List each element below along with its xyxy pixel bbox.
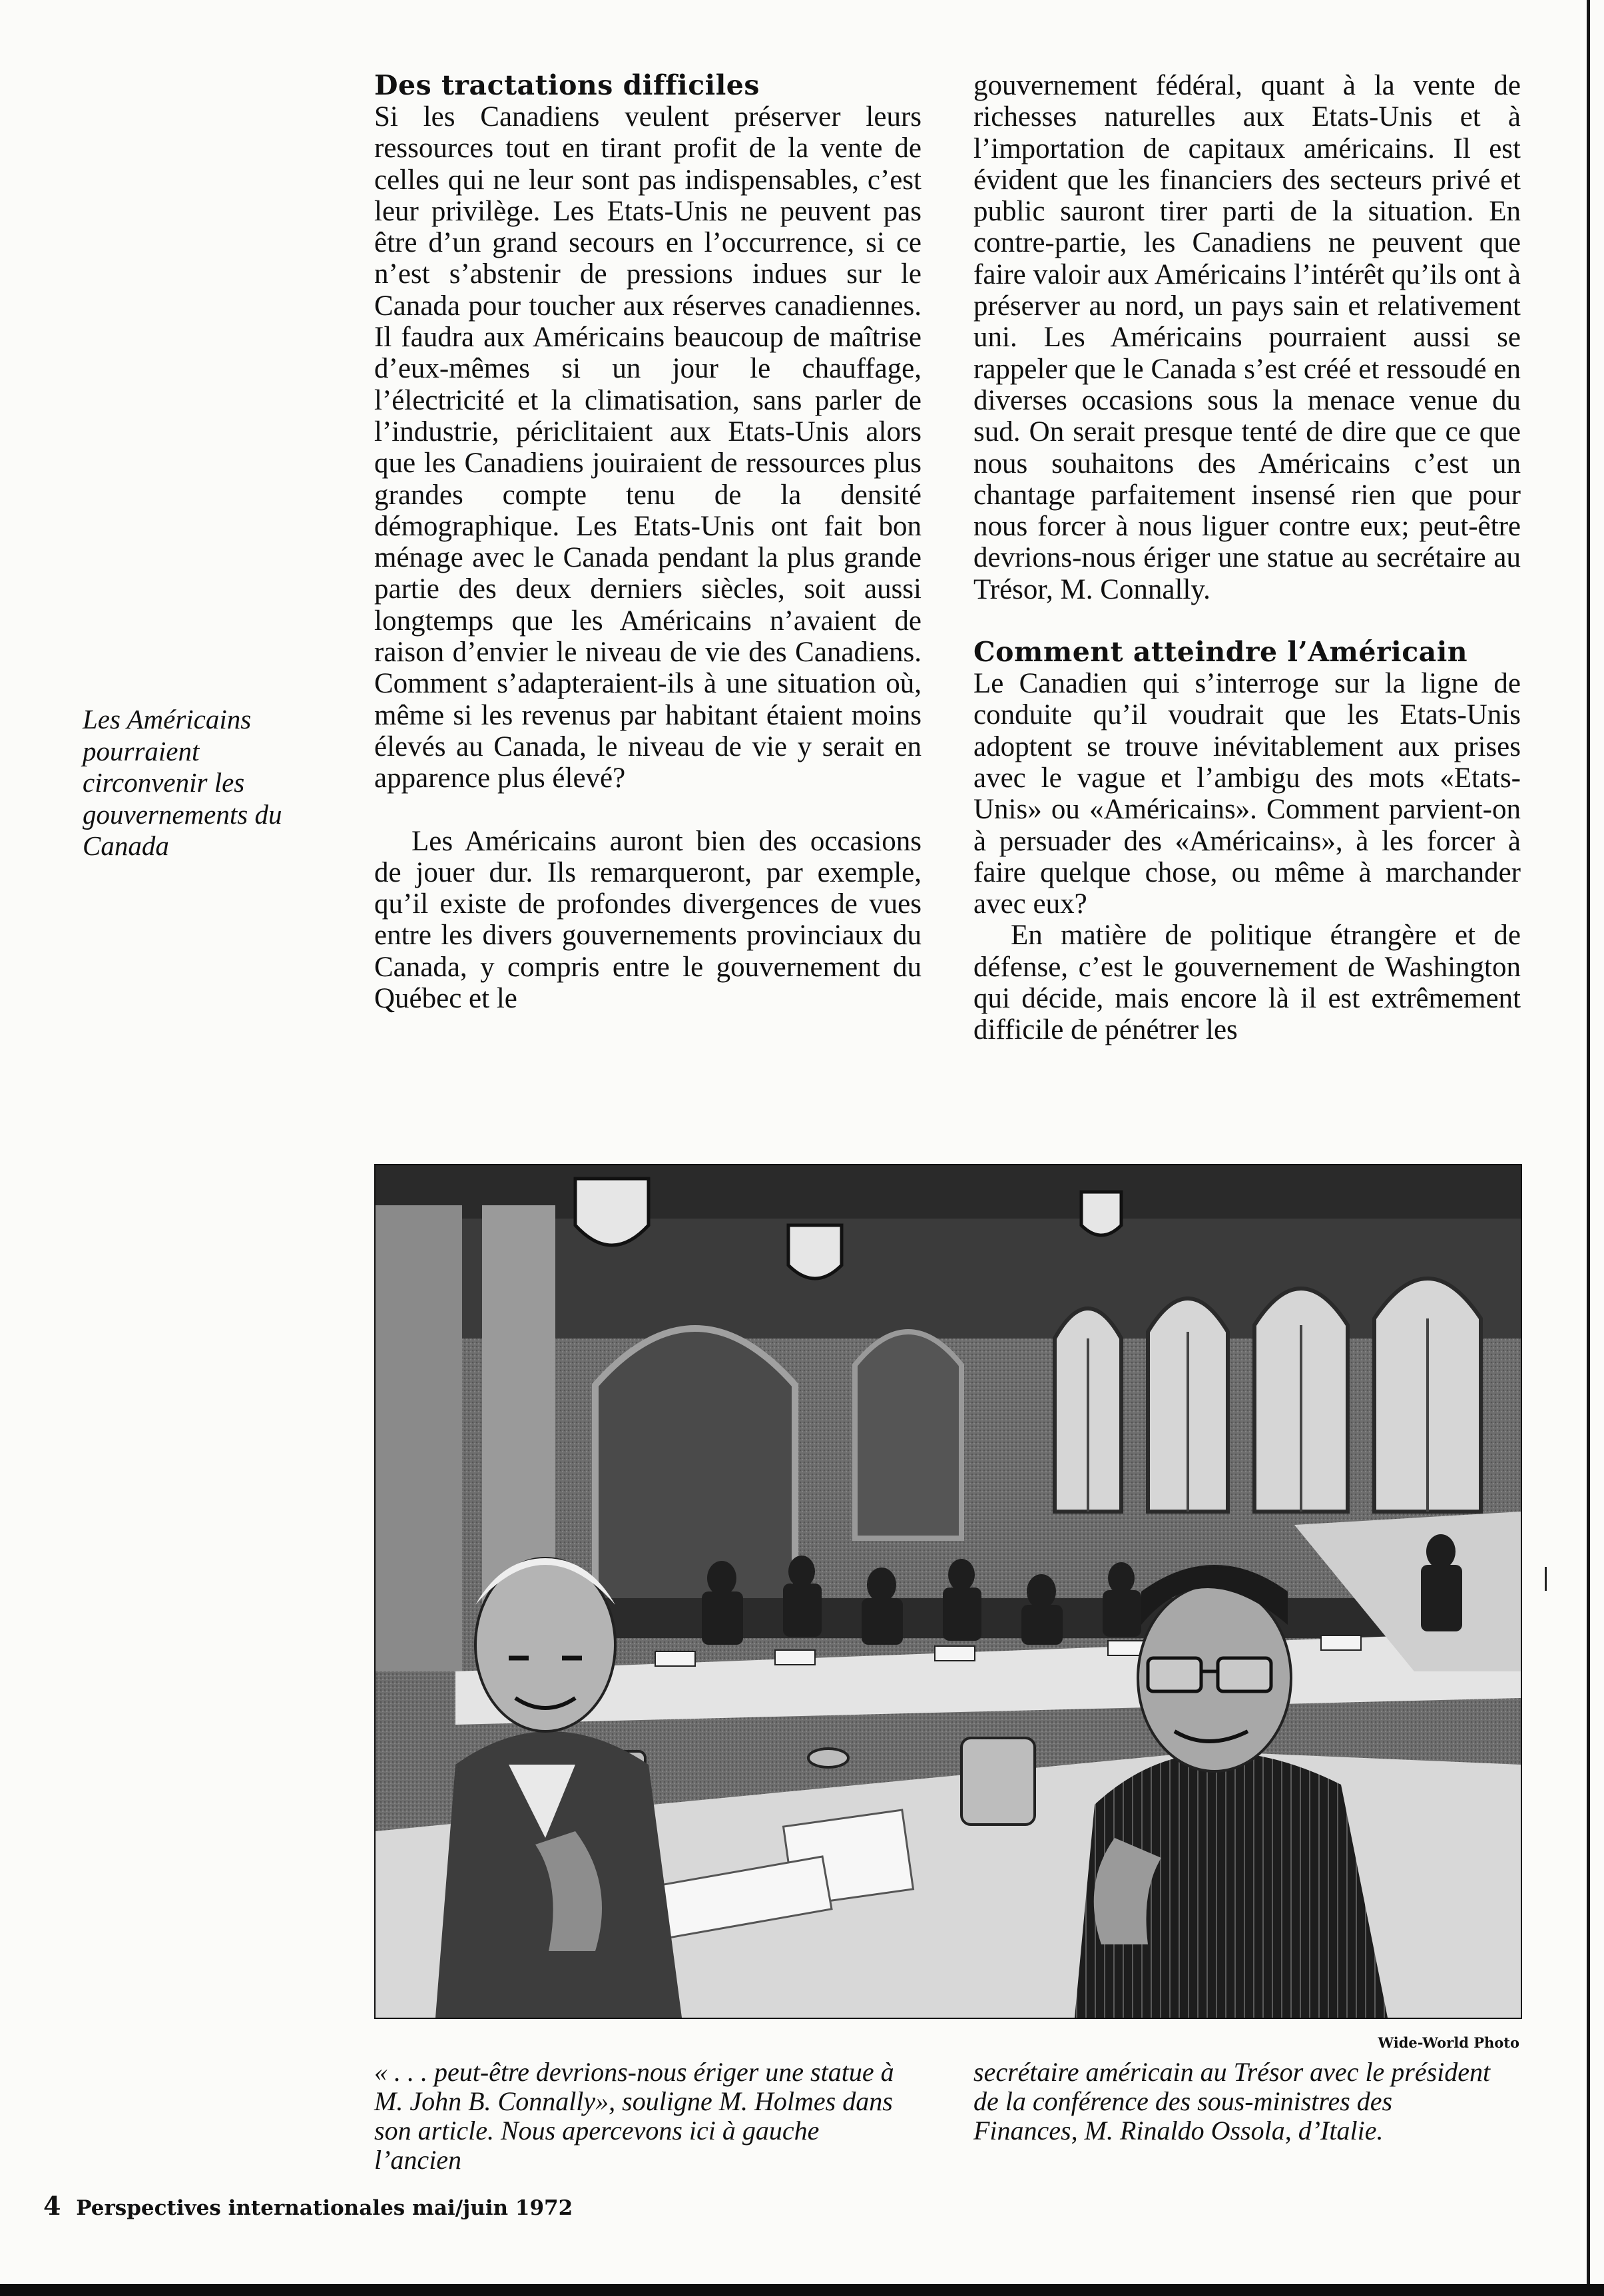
paragraph: gouvernement fédéral, quant à la vente de richesses naturelles aux Etats-Unis et à l’importation de capitaux américains. Il est évident que les financiers des secteurs privé et public sauront tirer parti de la situation. En contre-partie, les Canadiens ne peuvent que faire valoir aux Américains l’intérêt qu’ils ont à préserver au nord, un pays sain et relativement uni. Les Américains pourraient aussi se rappeler que le Canada s’est créé et ressoudé en diverses occasions sous la menace venue du sud. On serait presque tenté de dire que ce que nous souhaitons des Américains c’est un chantage parfaitement insensé rien que pour nous forcer à nous liguer contre eux; peut-être devrions-nous ériger une statue au secrétaire au Trésor, M. Connally.: [973, 70, 1521, 605]
article-column-left: [374, 70, 922, 1014]
paragraph: En matière de politique étrangère et de défense, c’est le gouvernement de Washington qui décide, mais encore là il est extrêmement difficile de pénétrer les: [973, 920, 1521, 1046]
photo-caption-right: secrétaire américain au Trésor avec le président de la conférence des sous-ministres des Finances, M. Rinaldo Ossola, d’Italie.: [973, 2057, 1491, 2146]
photo-credit: Wide-World Photo: [1378, 2034, 1519, 2051]
conference-photo-illustration: [376, 1165, 1521, 2018]
margin-pull-quote: Les Américains pourraient circonvenir les gouvernements du Canada: [83, 704, 282, 861]
section-heading-americain: Comment atteindre l’Américain: [973, 636, 1468, 669]
margin-mark: [1545, 1567, 1547, 1591]
page-number: 4: [43, 2191, 61, 2221]
page-edge-rule: [1587, 0, 1590, 2284]
paragraph: Si les Canadiens veulent préserver leurs ressources tout en tirant profit de la vente de celles qui ne leur sont pas indispensables, c’est leur privilège. Les Etats-Unis ne peuvent pas être d’un grand secours en l’occurrence, si ce n’est s’abstenir de pressions indues sur le Canada pour toucher aux réserves canadiennes. Il faudra aux Américains beaucoup de maîtrise d’eux-mêmes si un jour le chauffage, l’électricité et la climatisation, sans parler de l’industrie, périclitaient aux Etats-Unis alors que les Canadiens jouiraient de ressources plus grandes compte tenu de la densité démographique. Les Etats-Unis ont fait bon ménage avec le Canada pendant la plus grande partie des deux derniers siècles, soit aussi longtemps que les Américains n’avaient de raison d’envier le niveau de vie des Canadiens. Comment s’adapteraient-ils à une situation où, même si les revenus par habitant étaient moins élevés au Canada, le niveau de vie y serait en apparence plus élevé?: [374, 101, 922, 794]
conference-photo: [374, 1164, 1522, 2019]
photo-caption-left: « . . . peut-être devrions-nous ériger une statue à M. John B. Connally», souligne M. Holmes dans son article. Nous apercevons ici à gauche l’ancien: [374, 2057, 894, 2175]
paragraph: Les Américains auront bien des occasions de jouer dur. Ils remarqueront, par exemple, qu’il existe de profondes divergences de vues entre les divers gouvernements provinciaux du Canada, y compris entre le gouvernement du Québec et le: [374, 825, 922, 1015]
page-footer: [43, 2191, 573, 2221]
paragraph: Le Canadien qui s’interroge sur la ligne de conduite qu’il voudrait que les Etats-Unis adoptent se trouve inévitablement aux prises avec le vague et l’ambigu des mots «Etats-Unis» ou «Américains». Comment parvient-on à persuader des «Américains», à les forcer à faire quelque chose, ou même à marchander avec eux?: [973, 668, 1521, 920]
section-heading-tractations: Des tractations difficiles: [374, 69, 760, 101]
article-column-right: [973, 70, 1521, 1046]
publication-line: Perspectives internationales mai/juin 1972: [76, 2196, 573, 2220]
bottom-rule: [0, 2284, 1604, 2296]
